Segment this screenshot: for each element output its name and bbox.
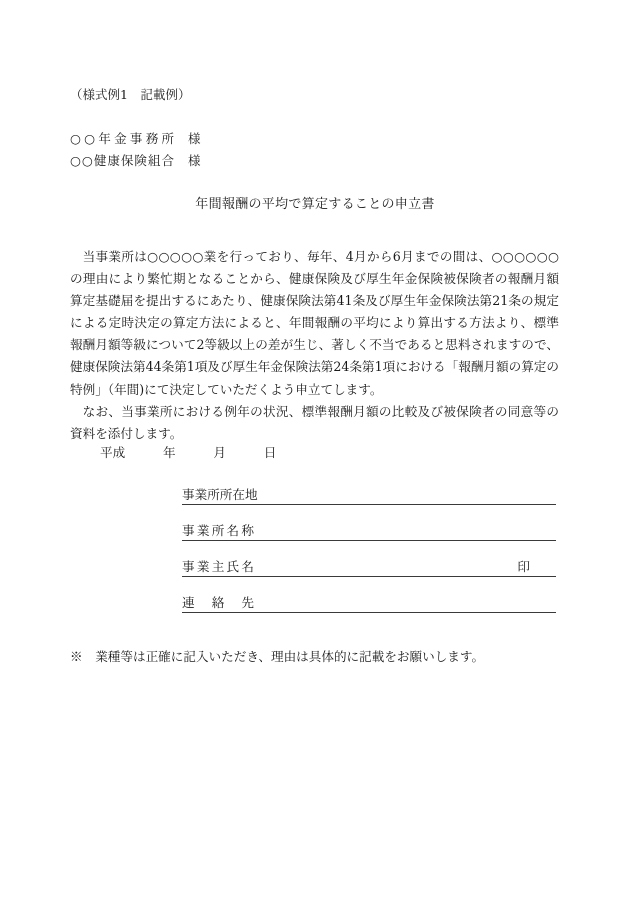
field-underline xyxy=(182,504,556,505)
addressee-name: ○○健康保険組合 xyxy=(70,153,174,168)
seal-mark-icon: 印 xyxy=(517,559,530,575)
document-body xyxy=(70,246,559,445)
addressee-block xyxy=(70,128,201,172)
form-code-label: （様式例1 記載例） xyxy=(70,87,191,102)
field-row-contact[interactable] xyxy=(182,585,556,621)
field-label-office-name: 事業所名称 xyxy=(182,523,254,539)
field-label-office-address: 事業所所在地 xyxy=(182,487,258,503)
body-paragraph-2: なお、当事業所における例年の状況、標準報酬月額の比較及び被保険者の同意等の資料を添付します。 xyxy=(70,403,559,441)
addressee-row xyxy=(70,128,201,150)
field-row-owner-name[interactable] xyxy=(182,549,556,585)
field-label-contact: 連絡先 xyxy=(182,595,254,611)
date-entry-line: 平成 年 月 日 xyxy=(100,445,277,460)
field-row-office-name[interactable] xyxy=(182,513,556,549)
addressee-honorific: 様 xyxy=(188,153,201,168)
field-label-owner-name: 事業主氏名 xyxy=(182,559,254,575)
addressee-row xyxy=(70,150,201,172)
field-underline xyxy=(182,540,556,541)
addressee-honorific: 様 xyxy=(188,131,201,146)
signature-fields xyxy=(182,477,556,621)
addressee-name: ○○年金事務所 xyxy=(70,131,174,146)
document-title: 年間報酬の平均で算定することの申立書 xyxy=(195,197,435,212)
field-underline xyxy=(182,576,556,577)
field-row-office-address[interactable] xyxy=(182,477,556,513)
field-underline xyxy=(182,612,556,613)
body-paragraph-1: 当事業所は○○○○○業を行っており、毎年、4月から6月までの間は、○○○○○○の理由により繁忙期となることから、健康保険及び厚生年金保険被保険者の報酬月額算定基礎届を提出するにあたり、健康保険法第41条及び厚生年金保険法第21条の規定による定時決定の算定方法によると、年間報酬の平均により算出する方法より、標準報酬月額等級について2等級以上の差が生じ、著しく不当であると思料されますので、健康保険法第44条第1項及び厚生年金保険法第24条第1項における「報酬月額の算定の特例」（年間)にて決定していただくよう申立てします。 xyxy=(70,249,560,397)
footnote-note: ※ 業種等は正確に記入いただき、理由は具体的に記載をお願いします。 xyxy=(70,649,485,664)
